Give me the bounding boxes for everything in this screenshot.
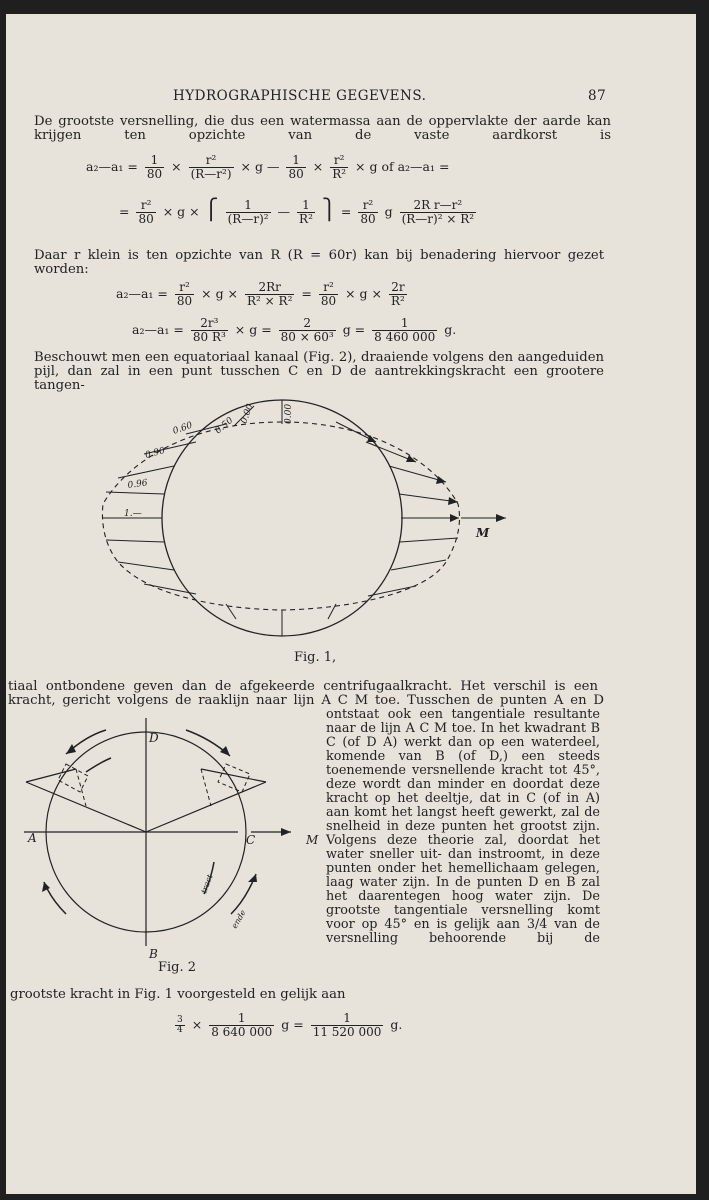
paragraph-5: ontstaat ook een tangentiale resultante naar de lijn A C M toe. In het kwadrant B C (of D A) werkt dan op een waterdeel, komende van B (of D,) een steeds toenemende versnellende kracht tot 45°, deze wordt dan minder en doordat deze kracht op het deeltje, dat in C (of in A) aan komt het langst heeft gewerkt, zal de snelheid in deze punten het grootst zijn. Volgens deze theorie zal, doordat het water sneller uit- dan instroomt, in deze punten onder het hemellichaam gelegen, laag water zijn. In de punten D en B zal het daarentegen hoog water zijn. De grootste tangentiale versnelling komt voor op 45° en is gelijk aan 3/4 van de versnelling behoorende bij de xyxy=(326,707,600,946)
fig2-label-C: C xyxy=(246,833,256,847)
eq4-frac2: $\frac{2}{\text{80 × 60³}}$ xyxy=(280,316,334,344)
eq1-frac1: $\frac{1}{80}$ xyxy=(146,153,163,181)
eq5-frac2: $\frac{1}{8 640 000}$ xyxy=(211,1011,273,1039)
paragraph-3: Beschouwt men een equatoriaal kanaal (Fig. 2), draaiende volgens den aangeduiden pijl, dan zal in een punt tusschen C en D de aantrekkingskracht een grootere tangen- xyxy=(34,350,604,393)
fig2-label-B: B xyxy=(149,947,158,961)
eq4-frac3: $\frac{1}{8 460 000}$ xyxy=(374,316,436,344)
fig1-label-1: 1.— xyxy=(124,509,142,519)
header-title: HYDROGRAPHISCHE GEGEVENS. xyxy=(173,88,427,104)
fig2-label-D: D xyxy=(149,731,159,745)
eq3-frac1: $\frac{\text{r²}}{80}$ xyxy=(176,280,193,308)
figure-1-caption: Fig. 1, xyxy=(294,650,337,665)
fig1-label-090: 0.90 xyxy=(144,446,167,461)
equation-1: a₂—a₁ = $\frac{1}{80}$ × $\frac{\text{r²}}{\text{(R—r²)}}$ × g — $\frac{1}{80}$ × $\frac{\text{r²}}{\text{R²}}$ × g of a₂—a₁ = xyxy=(86,153,450,181)
eq2-frac5: $\frac{\text{2R r—r²}}{\text{(R—r)² × R²}}$ xyxy=(401,198,475,226)
eq3-frac4: $\frac{2r}{\text{R²}}$ xyxy=(391,280,405,308)
eq2-frac2: $\frac{1}{\text{(R—r)²}}$ xyxy=(227,198,269,226)
equation-4: a₂—a₁ = $\frac{\text{2r³}}{\text{80 R³}}$ × g = $\frac{2}{\text{80 × 60³}}$ g = $\frac{1}{8 460 000}$ g. xyxy=(132,316,457,344)
fig1-label-000a: 0.00 xyxy=(239,402,256,426)
fig1-label-050: 0.50 xyxy=(213,415,236,437)
eq1-frac2: $\frac{\text{r²}}{\text{(R—r²)}}$ xyxy=(190,153,232,181)
paragraph-1: De grootste versnelling, die dus een watermassa aan de oppervlakte der aarde kan krijgen ten opzichte van de vaste aardkorst is xyxy=(34,114,611,143)
figure-2-caption: Fig. 2 xyxy=(158,960,197,975)
fig2-label-M: M xyxy=(306,833,319,847)
paragraph-4a: tiaal ontbondene geven dan de afgekeerde centrifugaalkracht. Het verschil is een xyxy=(8,679,598,694)
eq5-frac3: $\frac{1}{11 520 000}$ xyxy=(312,1011,382,1039)
eq3-frac2: $\frac{2Rr}{\text{R² × R²}}$ xyxy=(247,280,293,308)
eq2-frac1: $\frac{\text{r²}}{80}$ xyxy=(138,198,154,226)
eq2-frac3: $\frac{1}{\text{R²}}$ xyxy=(299,198,313,226)
paragraph-6: grootste kracht in Fig. 1 voorgesteld en gelijk aan xyxy=(10,987,346,1002)
fig1-label-000b: 0.00 xyxy=(284,403,294,424)
paragraph-4b: kracht, gericht volgens de raaklijn naar lijn A C M toe. Tusschen de punten A en D xyxy=(8,693,604,708)
paragraph-2: Daar r klein is ten opzichte van R (R = 60r) kan bij benadering hiervoor gezet worden: xyxy=(34,248,604,277)
equation-3: a₂—a₁ = $\frac{\text{r²}}{80}$ × g × $\frac{2Rr}{\text{R² × R²}}$ = $\frac{\text{r²}}{80}$ × g × $\frac{2r}{\text{R²}}$ xyxy=(116,280,405,308)
figure-2-diagram xyxy=(6,714,326,964)
fig2-label-ende: ende xyxy=(229,908,248,930)
page-number: 87 xyxy=(588,88,607,104)
eq3-frac3: $\frac{\text{r²}}{80}$ xyxy=(320,280,337,308)
fig2-label-tract: tract xyxy=(199,873,215,895)
eq1-frac4: $\frac{\text{r²}}{\text{R²}}$ xyxy=(332,153,347,181)
book-page xyxy=(6,14,696,1194)
fig1-label-060: 0.60 xyxy=(171,420,194,437)
eq1-frac3: $\frac{1}{80}$ xyxy=(288,153,304,181)
equation-5: $\frac{3}{4}$ × $\frac{1}{8 640 000}$ g = $\frac{1}{11 520 000}$ g. xyxy=(177,1011,403,1039)
equation-2: = $\frac{\text{r²}}{80}$ × g × ⎧ $\frac{1}{\text{(R—r)²}}$ — $\frac{1}{\text{R²}}$ ⎫ = $\frac{\text{r²}}{80}$ g $\frac{\text{2R r—r²}}{\text{(R—r)² × R²}}$ xyxy=(119,197,475,226)
fig1-label-M: M xyxy=(476,526,490,540)
eq2-frac4: $\frac{\text{r²}}{80}$ xyxy=(360,198,376,226)
figure-1-diagram xyxy=(6,394,696,654)
eq1-lhs: a₂—a₁ = xyxy=(86,159,138,174)
fig2-label-A: A xyxy=(28,831,37,845)
eq4-frac1: $\frac{\text{2r³}}{\text{80 R³}}$ xyxy=(192,316,226,344)
fig1-label-096: 0.96 xyxy=(127,478,149,491)
eq5-frac1: $\frac{3}{4}$ xyxy=(177,1015,183,1035)
